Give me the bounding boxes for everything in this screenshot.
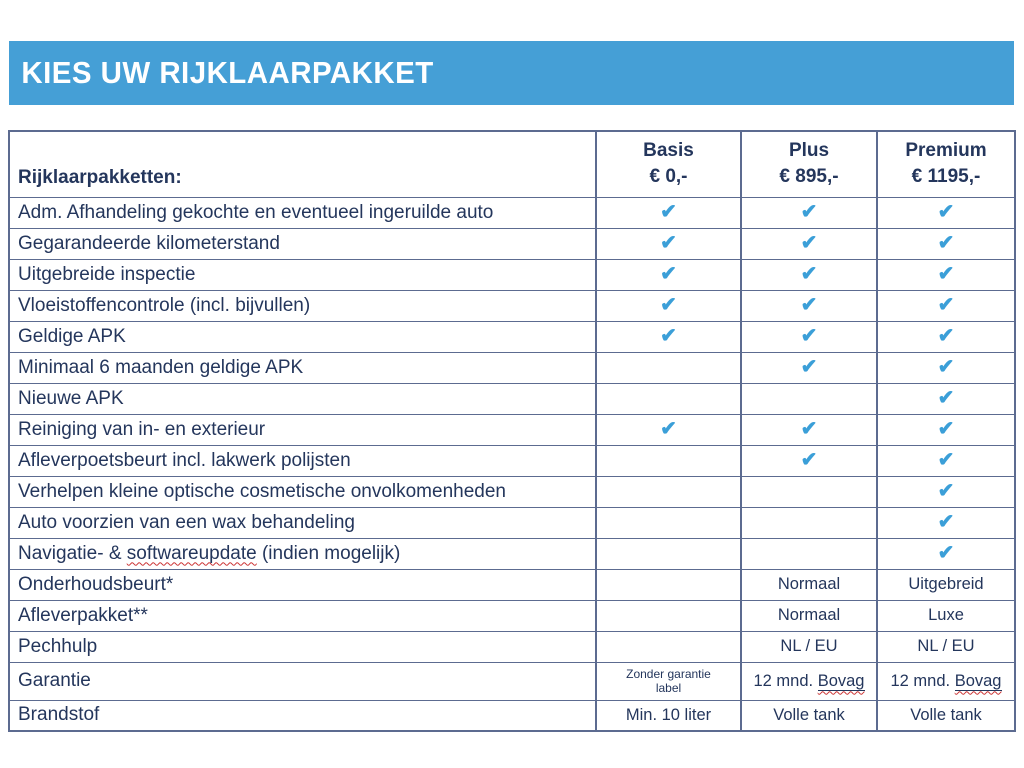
package-name: Plus <box>788 140 830 162</box>
check-icon: ✔ <box>800 201 818 223</box>
check-icon: ✔ <box>800 449 818 471</box>
check-icon: ✔ <box>937 480 955 502</box>
premium-cell: NL / EU <box>877 631 1015 662</box>
feature-label: Vloeistoffencontrole (incl. bijvullen) <box>9 290 596 321</box>
package-price: € 1195,- <box>911 166 981 188</box>
premium-cell <box>877 352 1015 383</box>
premium-cell <box>877 290 1015 321</box>
table-row <box>9 414 1015 445</box>
row-header-label: Rijklaarpakketten: <box>9 131 596 197</box>
basis-cell <box>596 383 741 414</box>
package-name: Basis <box>643 140 694 162</box>
check-icon: ✔ <box>660 201 677 223</box>
premium-cell <box>877 228 1015 259</box>
check-icon: ✔ <box>660 418 677 440</box>
check-icon: ✔ <box>937 201 955 223</box>
package-price: € 895,- <box>779 166 839 188</box>
check-icon: ✔ <box>937 325 955 347</box>
title-banner <box>9 41 1014 105</box>
feature-label: Onderhoudsbeurt* <box>9 569 596 600</box>
plus-cell <box>741 352 877 383</box>
spellcheck-marked-word: Bovag <box>954 671 1002 690</box>
table-row <box>9 228 1015 259</box>
check-icon: ✔ <box>937 449 955 471</box>
premium-cell <box>877 197 1015 228</box>
column-header-premium <box>877 131 1015 197</box>
feature-label: Brandstof <box>9 700 596 731</box>
check-icon: ✔ <box>660 325 677 347</box>
header-row <box>9 131 1015 197</box>
table-row <box>9 445 1015 476</box>
column-header-basis <box>596 131 741 197</box>
basis-cell <box>596 600 741 631</box>
plus-cell <box>741 321 877 352</box>
table-row <box>9 352 1015 383</box>
feature-label: Pechhulp <box>9 631 596 662</box>
plus-cell <box>741 414 877 445</box>
check-icon: ✔ <box>660 263 677 285</box>
check-icon: ✔ <box>937 294 955 316</box>
premium-cell <box>877 414 1015 445</box>
feature-label: Uitgebreide inspectie <box>9 259 596 290</box>
table-row <box>9 259 1015 290</box>
check-icon: ✔ <box>937 542 955 564</box>
plus-cell: NL / EU <box>741 631 877 662</box>
basis-cell: Zonder garantie label <box>596 662 741 700</box>
feature-label: Gegarandeerde kilometerstand <box>9 228 596 259</box>
basis-cell <box>596 445 741 476</box>
premium-cell <box>877 383 1015 414</box>
feature-label: Minimaal 6 maanden geldige APK <box>9 352 596 383</box>
check-icon: ✔ <box>937 418 955 440</box>
check-icon: ✔ <box>800 263 818 285</box>
check-icon: ✔ <box>937 263 955 285</box>
basis-cell <box>596 538 741 569</box>
table-row <box>9 321 1015 352</box>
table-row <box>9 631 1015 662</box>
table-row <box>9 700 1015 731</box>
plus-cell: 12 mnd. Bovag <box>741 662 877 700</box>
feature-label: Adm. Afhandeling gekochte en eventueel ingeruilde auto <box>9 197 596 228</box>
plus-cell: Normaal <box>741 600 877 631</box>
plus-cell: Volle tank <box>741 700 877 731</box>
check-icon: ✔ <box>937 387 955 409</box>
plus-cell <box>741 383 877 414</box>
table-row <box>9 507 1015 538</box>
basis-cell <box>596 197 741 228</box>
check-icon: ✔ <box>800 294 818 316</box>
basis-cell <box>596 228 741 259</box>
premium-cell <box>877 507 1015 538</box>
table-row <box>9 383 1015 414</box>
spellcheck-marked-word: softwareupdate <box>126 542 257 564</box>
table-row <box>9 569 1015 600</box>
feature-label: Nieuwe APK <box>9 383 596 414</box>
premium-cell <box>877 321 1015 352</box>
premium-cell <box>877 476 1015 507</box>
plus-cell <box>741 290 877 321</box>
spellcheck-marked-word: Bovag <box>817 671 865 690</box>
plus-cell <box>741 538 877 569</box>
basis-cell: Min. 10 liter <box>596 700 741 731</box>
check-icon: ✔ <box>660 232 677 254</box>
feature-label: Auto voorzien van een wax behandeling <box>9 507 596 538</box>
column-header-plus <box>741 131 877 197</box>
plus-cell <box>741 228 877 259</box>
check-icon: ✔ <box>937 511 955 533</box>
basis-cell <box>596 631 741 662</box>
check-icon: ✔ <box>937 356 955 378</box>
table-row <box>9 538 1015 569</box>
premium-cell: 12 mnd. Bovag <box>877 662 1015 700</box>
check-icon: ✔ <box>800 418 818 440</box>
basis-cell <box>596 507 741 538</box>
check-icon: ✔ <box>800 325 818 347</box>
package-name: Premium <box>905 140 987 162</box>
page-title: KIES UW RIJKLAARPAKKET <box>21 55 434 90</box>
table-row <box>9 197 1015 228</box>
premium-cell: Uitgebreid <box>877 569 1015 600</box>
feature-label: Navigatie- & softwareupdate (indien mogelijk) <box>9 538 596 569</box>
plus-cell <box>741 259 877 290</box>
plus-cell <box>741 445 877 476</box>
basis-cell <box>596 259 741 290</box>
plus-cell <box>741 197 877 228</box>
basis-cell <box>596 569 741 600</box>
premium-cell: Volle tank <box>877 700 1015 731</box>
basis-cell <box>596 352 741 383</box>
plus-cell: Normaal <box>741 569 877 600</box>
feature-label: Garantie <box>9 662 596 700</box>
check-icon: ✔ <box>937 232 955 254</box>
premium-cell <box>877 259 1015 290</box>
feature-label: Afleverpakket** <box>9 600 596 631</box>
basis-cell <box>596 476 741 507</box>
table-row <box>9 600 1015 631</box>
table-row <box>9 662 1015 700</box>
table-row <box>9 476 1015 507</box>
plus-cell <box>741 476 877 507</box>
feature-label: Geldige APK <box>9 321 596 352</box>
feature-label: Afleverpoetsbeurt incl. lakwerk polijsten <box>9 445 596 476</box>
check-icon: ✔ <box>800 232 818 254</box>
basis-cell <box>596 321 741 352</box>
basis-cell <box>596 414 741 445</box>
table-row <box>9 290 1015 321</box>
premium-cell: Luxe <box>877 600 1015 631</box>
check-icon: ✔ <box>660 294 677 316</box>
premium-cell <box>877 538 1015 569</box>
feature-label: Verhelpen kleine optische cosmetische onvolkomenheden <box>9 476 596 507</box>
package-comparison-table <box>8 130 1016 732</box>
premium-cell <box>877 445 1015 476</box>
basis-cell <box>596 290 741 321</box>
feature-label: Reiniging van in- en exterieur <box>9 414 596 445</box>
plus-cell <box>741 507 877 538</box>
package-price: € 0,- <box>649 166 688 188</box>
check-icon: ✔ <box>800 356 818 378</box>
